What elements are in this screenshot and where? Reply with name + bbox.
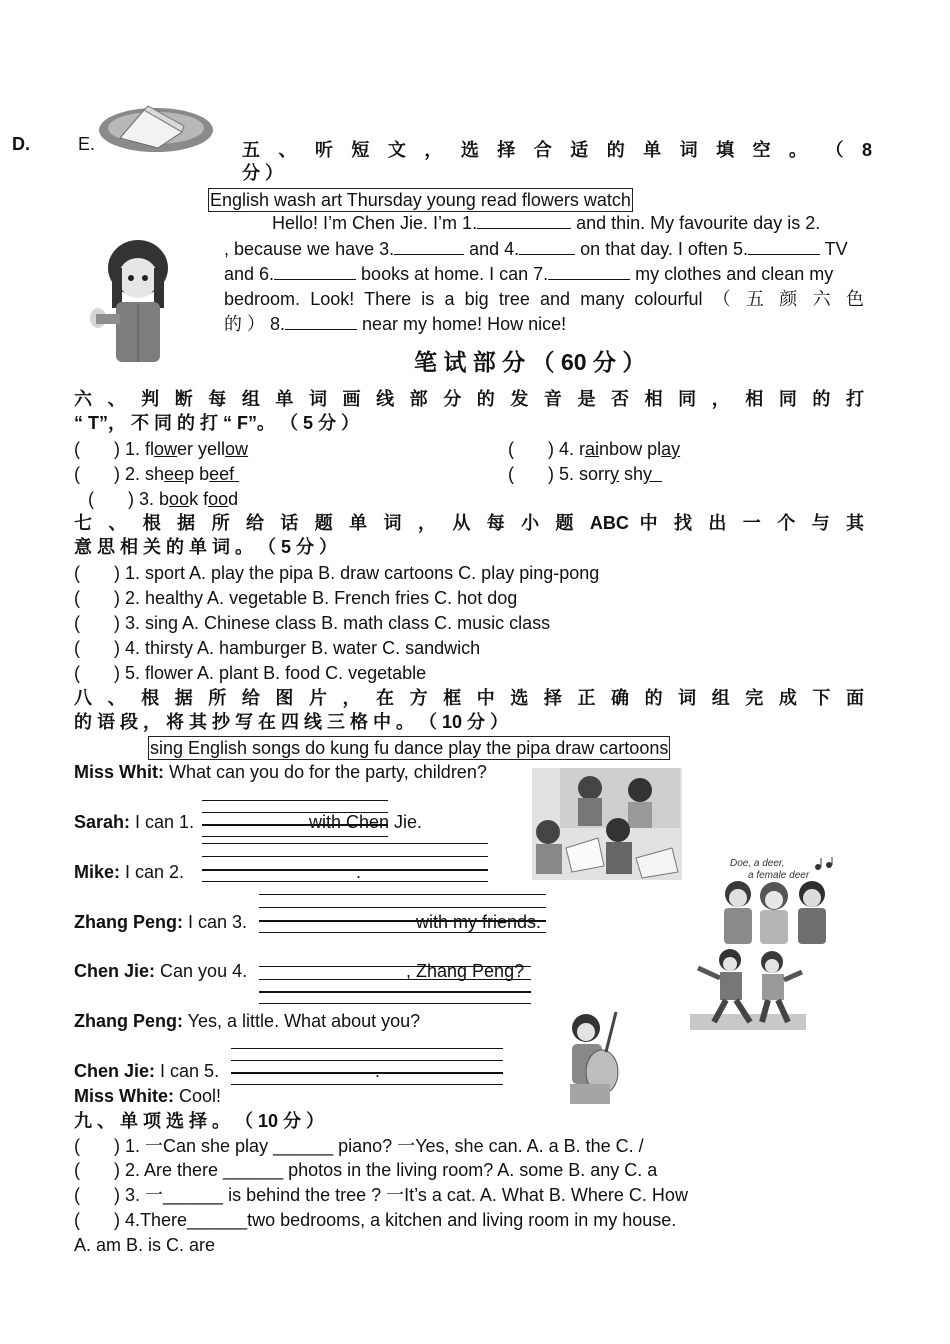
dialog-line-7-tail: . — [375, 1061, 381, 1081]
passage-line-4: bedroom. Look! There is a big tree and many colourful （ 五 颜 六 色 — [224, 289, 864, 309]
sec6-item-1: ( ) 1. flower yellow — [74, 439, 249, 459]
sec7-item-5: ( ) 5. flower A. plant B. food C. vegetable — [74, 663, 427, 683]
dialog-line-1: Miss Whit: What can you do for the party, children? — [74, 762, 487, 782]
sec7-item-3: ( ) 3. sing A. Chinese class B. math class C. music class — [74, 613, 551, 633]
sec9-item-3: ( ) 3. 一______ is behind the tree ? 一It’s a cat. A. What B. Where C. How — [74, 1185, 688, 1205]
section-7-title-cont: 意 思 相 关 的 单 词 。 （ 5 分 ） — [74, 537, 338, 557]
blank-7 — [548, 263, 630, 280]
sec7-item-4: ( ) 4. thirsty A. hamburger B. water C. sandwich — [74, 638, 481, 658]
section-7-title: 七 、 根 据 所 给 话 题 单 词 ， 从 每 小 题 ABC 中 找 出 一 个 与 其 — [74, 513, 864, 533]
sec9-item-1: ( ) 1. 一Can she play ______ piano? 一Yes, she can. A. a B. the C. / — [74, 1136, 644, 1156]
section-8-title-cont: 的 语 段 ， 将 其 抄 写 在 四 线 三 格 中 。 （ 10 分 ） — [74, 712, 509, 732]
sec6-item-2: ( ) 2. sheep beef — [74, 464, 235, 484]
dialog-line-6: Zhang Peng: Yes, a little. What about you? — [74, 1011, 421, 1031]
blank-1 — [477, 212, 571, 229]
section-6-title-cont: “ T”， 不 同 的 打 “ F”。 （ 5 分 ） — [74, 413, 360, 433]
drawing-cartoons-picture — [532, 768, 682, 880]
blank-6 — [274, 263, 356, 280]
dialog-line-8: Miss White: Cool! — [74, 1086, 222, 1106]
dialog-line-2: Sarah: I can 1. — [74, 812, 195, 832]
blank-5 — [748, 238, 820, 255]
section-5-title: 五 、 听 短 文 ， 选 择 合 适 的 单 词 填 空 。 （ 8 — [242, 140, 872, 160]
dialog-line-3-tail: . — [356, 862, 362, 882]
section-6-title: 六 、 判 断 每 组 单 词 画 线 部 分 的 发 音 是 否 相 同 ， 相 同 的 打 — [74, 389, 864, 409]
passage-line-1: Hello! I’m Chen Jie. I’m 1. and thin. My favourite day is 2. — [272, 213, 821, 233]
singing-picture — [716, 876, 834, 944]
passage-line-2: , because we have 3. and 4. on that day. I often 5. TV — [224, 239, 848, 259]
kung-fu-picture — [690, 946, 806, 1030]
dialog-line-5: Chen Jie: Can you 4. — [74, 961, 248, 981]
sec9-item-4-options: A. am B. is C. are — [74, 1235, 216, 1255]
blank-3 — [394, 238, 464, 255]
dialog-line-5-tail: , Zhang Peng? — [406, 961, 525, 981]
section-8-title: 八 、 根 据 所 给 图 片 ， 在 方 框 中 选 择 正 确 的 词 组 完 成 下 面 — [74, 688, 864, 708]
sec9-item-4: ( ) 4.There______two bedrooms, a kitchen and living room in my house. — [74, 1210, 677, 1230]
dialog-line-4: Zhang Peng: I can 3. — [74, 912, 248, 932]
girl-illustration — [86, 238, 182, 362]
sec6-item-4: ( ) 4. rainbow play — [508, 439, 681, 459]
pipa-player-picture — [560, 1010, 626, 1104]
sec6-item-3: ( ) 3. book food — [88, 489, 239, 509]
option-e-label: E. — [78, 134, 96, 154]
sec7-item-1: ( ) 1. sport A. play the pipa B. draw cartoons C. play ping-pong — [74, 563, 600, 583]
song-caption: Doe, a deer, a female deer — [730, 858, 810, 881]
blank-4 — [519, 238, 575, 255]
section-9-title: 九 、 单 项 选 择 。 （ 10 分 ） — [74, 1111, 325, 1131]
section-5-word-box: English wash art Thursday young read flowers watch — [210, 190, 631, 210]
passage-line-3: and 6. books at home. I can 7. my clothes and clean my — [224, 264, 834, 284]
sec6-item-5: ( ) 5. sorry shy — [508, 464, 653, 484]
music-notes-icon — [812, 856, 836, 872]
passage-line-5: 的 ） 8. near my home! How nice! — [224, 314, 567, 334]
dialog-line-4-tail: with my friends. — [416, 912, 542, 932]
blank-8 — [285, 313, 357, 330]
sec9-item-2: ( ) 2. Are there ______ photos in the living room? A. some B. any C. a — [74, 1160, 658, 1180]
sec7-item-2: ( ) 2. healthy A. vegetable B. French fries C. hot dog — [74, 588, 518, 608]
written-part-title: 笔 试 部 分 （ 60 分 ） — [414, 349, 646, 375]
section-5-title-cont: 分 ） — [242, 163, 284, 183]
dialog-line-3: Mike: I can 2. — [74, 862, 185, 882]
dialog-line-7: Chen Jie: I can 5. — [74, 1061, 220, 1081]
plate-cake-image — [98, 104, 216, 154]
section-8-word-box: sing English songs do kung fu dance play the pipa draw cartoons — [150, 738, 669, 758]
dialog-line-2-tail: with Chen Jie. — [309, 812, 423, 832]
option-d-label: D. — [12, 134, 30, 154]
